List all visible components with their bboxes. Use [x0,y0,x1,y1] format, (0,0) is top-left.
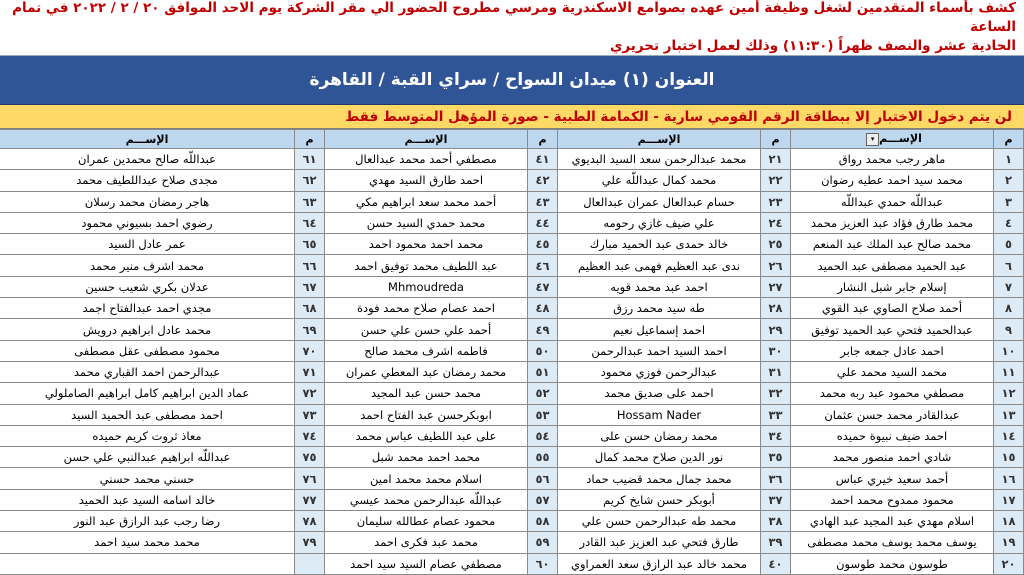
row-number: ٧٤ [295,425,325,446]
candidates-table [0,129,1024,575]
row-number: ٧٦ [295,468,325,489]
row-number: ٥٤ [528,425,558,446]
row-number: ٧ [994,276,1024,297]
row-number: ٧٧ [295,489,325,510]
row-number: ١٧ [994,489,1024,510]
row-number: ٤٢ [528,170,558,191]
row-number: ٧١ [295,361,325,382]
row-number: ٧٨ [295,511,325,532]
document-header [0,0,1024,56]
row-number: ٣ [994,191,1024,212]
row-number: ٦٨ [295,298,325,319]
candidate-name: محمد عبدالرحمن سعد السيد البديوي [558,149,761,170]
candidate-name: عبداللّه صالح محمدين عمران [0,149,295,170]
candidate-name: احمد مصطفى عبد الحميد السيد [0,404,295,425]
candidate-name: احمد عصام صلاح محمد فودة [325,298,528,319]
candidate-name: مصطفي أحمد محمد عبدالعال [325,149,528,170]
candidate-name: محمد احمد محمد شبل [325,447,528,468]
row-number: ١٨ [994,511,1024,532]
col-num-header: م [528,130,558,149]
row-number: ٤٦ [528,255,558,276]
header-line-1: كشف بأسماء المتقدمين لشغل وظيفة أمين عهده بصوامع الاسكندرية ومرسي مطروح الحضور الي مقر الشركة يوم الاحد الموافق ٢٠ / ٢ / ٢٠٢٢ في تمام الساعة [12,0,1016,35]
candidate-name: طارق فتحي عبد العزيز عبد القادر [558,532,761,553]
table-row [0,149,1024,170]
row-number: ٥٥ [528,447,558,468]
row-number: ٦١ [295,149,325,170]
candidate-name: محمد حمدي السيد حسن [325,212,528,233]
candidate-name: عبد اللطيف محمد توفيق احمد [325,255,528,276]
candidate-name: أحمد علي حسن علي حسن [325,319,528,340]
row-number: ٤ [994,212,1024,233]
candidate-name: اسلام محمد محمد امين [325,468,528,489]
candidate-name: عبداللّه ابراهيم عبدالنبي علي حسن [0,447,295,468]
candidate-name: على عبد اللطيف عباس محمد [325,425,528,446]
address-banner: العنوان (١) ميدان السواح / سراي القبة / القاهرة [0,56,1024,105]
row-number: ٦٠ [528,553,558,574]
row-number: ٨ [994,298,1024,319]
table-row [0,511,1024,532]
row-number: ٤٥ [528,234,558,255]
candidate-name: احمد طارق السيد مهدي [325,170,528,191]
row-number: ٤١ [528,149,558,170]
row-number: ٣١ [761,361,791,382]
row-number: ٧٢ [295,383,325,404]
row-number: ٣٠ [761,340,791,361]
row-number: ١٦ [994,468,1024,489]
col-name-header: الإســـم [0,130,295,149]
col-name-header: الإســـم [558,130,761,149]
candidate-name: عبداللّه حمدي عبداللّه [791,191,994,212]
table-header-row [0,130,1024,149]
candidate-name: مصطفي عصام السيد سيد احمد [325,553,528,574]
table-row [0,212,1024,233]
row-number: ٤٨ [528,298,558,319]
row-number: ٣٦ [761,468,791,489]
row-number: ٢٣ [761,191,791,212]
candidate-name: اسلام مهدي عبد المجيد عبد الهادي [791,511,994,532]
row-number: ١١ [994,361,1024,382]
row-number: ٩ [994,319,1024,340]
table-row [0,298,1024,319]
candidate-name: عماد الدين ابراهيم كامل ابراهيم الصاملولي [0,383,295,404]
row-number: ١٠ [994,340,1024,361]
table-row [0,191,1024,212]
candidate-name: Hossam Nader [558,404,761,425]
candidate-name: خالد حمدى عبد الحميد مبارك [558,234,761,255]
row-number: ٣٣ [761,404,791,425]
candidate-name: محمد طارق فؤاد عبد العزيز محمد [791,212,994,233]
table-row [0,361,1024,382]
table-row [0,276,1024,297]
candidate-name: محمود مصطفى عقل مصطفى [0,340,295,361]
candidate-name: Mhmoudreda [325,276,528,297]
candidate-name: عبدالحميد فتحي عبد الحميد توفيق [791,319,994,340]
table-row [0,489,1024,510]
candidate-name: علي ضيف غازي رحومه [558,212,761,233]
candidate-name: حسني محمد حسني [0,468,295,489]
candidate-name: عبدالقادر محمد حسن عثمان [791,404,994,425]
candidate-name: محمد جمال محمد قضيب حماد [558,468,761,489]
row-number: ٢٥ [761,234,791,255]
table-row [0,340,1024,361]
row-number: ٦٧ [295,276,325,297]
row-number: ١٤ [994,425,1024,446]
row-number: ١٥ [994,447,1024,468]
table-row [0,425,1024,446]
candidate-name: محمد احمد محمود احمد [325,234,528,255]
candidate-name: محمد رمضان عبد المعطي عمران [325,361,528,382]
row-number: ٣٧ [761,489,791,510]
candidate-name: يوسف محمد يوسف محمد مصطفى [791,532,994,553]
row-number: ٥ [994,234,1024,255]
table-row [0,404,1024,425]
candidate-name: محمد عبد فكرى احمد [325,532,528,553]
col-num-header: م [761,130,791,149]
row-number: ٢١ [761,149,791,170]
table-row [0,553,1024,574]
candidate-name: أحمد سعيد خيري عباس [791,468,994,489]
table-row [0,170,1024,191]
row-number: ٣٥ [761,447,791,468]
row-number: ١٩ [994,532,1024,553]
row-number: ٥٠ [528,340,558,361]
candidate-name: محمد خالد عبد الرازق سعد العمراوي [558,553,761,574]
row-number: ٣٩ [761,532,791,553]
row-number: ١٢ [994,383,1024,404]
candidate-name: عدلان بكري شعيب حسين [0,276,295,297]
candidate-name: احمد ضيف نبيوة حميده [791,425,994,446]
table-row [0,532,1024,553]
candidate-name: احمد السيد احمد عبدالرحمن [558,340,761,361]
row-number: ٢٧ [761,276,791,297]
candidate-name [0,553,295,574]
row-number: ١٣ [994,404,1024,425]
row-number: ٦٣ [295,191,325,212]
candidate-name: شادي احمد منصور محمد [791,447,994,468]
table-row [0,447,1024,468]
candidate-name: عبد الحميد مصطفى عبد الحميد [791,255,994,276]
candidate-name: احمد عبد محمد قويه [558,276,761,297]
filter-dropdown-icon[interactable]: ▾ [866,133,879,146]
candidate-name: ابوبكرحسن عبد الفتاح احمد [325,404,528,425]
candidate-name: محمد اشرف منير محمد [0,255,295,276]
candidate-name: أبوبكر حسن شايخ كريم [558,489,761,510]
col-name-header[interactable] [791,130,994,149]
row-number: ٦٩ [295,319,325,340]
candidate-name: ندى عبد العظيم فهمى عبد العظيم [558,255,761,276]
candidate-name: رضوي احمد بسيوني محمود [0,212,295,233]
candidate-name: مجدى صلاح عبداللطيف محمد [0,170,295,191]
candidate-name: مجدي احمد عبدالفتاح اجمد [0,298,295,319]
candidate-name: عمر عادل السيد [0,234,295,255]
candidate-name: مصطفي محمود عبد ربه محمد [791,383,994,404]
candidate-name: معاذ ثروت كريم حميده [0,425,295,446]
row-number: ٦٢ [295,170,325,191]
table-row [0,383,1024,404]
candidate-name: خالد اسامه السيد عبد الحميد [0,489,295,510]
candidate-name: طه سيد محمد رزق [558,298,761,319]
row-number: ٧٥ [295,447,325,468]
row-number: ٦٤ [295,212,325,233]
row-number: ٤٩ [528,319,558,340]
row-number [295,553,325,574]
row-number: ٥١ [528,361,558,382]
candidate-name: ماهر رجب محمد رواق [791,149,994,170]
row-number: ٥٢ [528,383,558,404]
row-number: ٢ [994,170,1024,191]
row-number: ٢٦ [761,255,791,276]
candidate-name: محمد سيد احمد عطيه رضوان [791,170,994,191]
col-name-label: الإســـم [879,132,922,146]
candidate-name: محمد كمال عبداللّه علي [558,170,761,191]
candidate-name: محمد طه عبدالرحمن حسن علي [558,511,761,532]
row-number: ٦٦ [295,255,325,276]
row-number: ٣٤ [761,425,791,446]
row-number: ٤٠ [761,553,791,574]
candidate-name: محمود عصام عطالله سليمان [325,511,528,532]
row-number: ٧٩ [295,532,325,553]
candidate-name: هاجر رمضان محمد رسلان [0,191,295,212]
candidate-name: محمد حسن عبد المجيد [325,383,528,404]
candidate-name: أحمد محمد سعد ابراهيم مكي [325,191,528,212]
header-line-2: الحادية عشر والنصف ظهراً (١١:٣٠) وذلك لعمل اختبار تحريري [610,38,1016,54]
candidate-name: رضا رجب عبد الرازق عبد النور [0,511,295,532]
candidate-name: محمد عادل ابراهيم درويش [0,319,295,340]
row-number: ٦ [994,255,1024,276]
row-number: ٧٠ [295,340,325,361]
row-number: ٥٣ [528,404,558,425]
table-body [0,149,1024,575]
row-number: ٢٤ [761,212,791,233]
row-number: ٢٨ [761,298,791,319]
candidate-name: عبدالرحمن احمد القباري محمد [0,361,295,382]
candidate-name: احمد على صديق محمد [558,383,761,404]
candidate-name: عبدالرحمن فوزي محمود [558,361,761,382]
col-name-header: الإســـم [325,130,528,149]
table-row [0,468,1024,489]
row-number: ٥٧ [528,489,558,510]
candidate-name: طوسون محمد طوسون [791,553,994,574]
row-number: ٤٧ [528,276,558,297]
candidate-name: احمد إسماعيل نعيم [558,319,761,340]
row-number: ٥٦ [528,468,558,489]
candidate-name: فاطمه اشرف محمد صالح [325,340,528,361]
candidate-name: حسام عبدالعال عمران عبدالعال [558,191,761,212]
candidate-name: إسلام جابر شبل النشار [791,276,994,297]
row-number: ٥٩ [528,532,558,553]
row-number: ٦٥ [295,234,325,255]
table-row [0,319,1024,340]
candidate-name: محمد السيد محمد علي [791,361,994,382]
notice-banner: لن يتم دخول الاختبار إلا ببطاقة الرقم القومي سارية - الكمامة الطبية - صورة المؤهل المتوسط فقط [0,105,1024,129]
candidate-name: محمد صالح عبد الملك عبد المنعم [791,234,994,255]
col-num-header: م [295,130,325,149]
candidate-name: محمد محمد سيد احمد [0,532,295,553]
row-number: ٣٢ [761,383,791,404]
row-number: ٤٤ [528,212,558,233]
candidate-name: نور الدين صلاح محمد كمال [558,447,761,468]
candidate-name: عبداللّه عبدالرحمن محمد عيسي [325,489,528,510]
table-row [0,255,1024,276]
col-num-header: م [994,130,1024,149]
row-number: ٥٨ [528,511,558,532]
row-number: ٢٢ [761,170,791,191]
table-row [0,234,1024,255]
candidate-name: احمد عادل جمعه جابر [791,340,994,361]
candidate-name: محمد رمضان حسن على [558,425,761,446]
row-number: ٧٣ [295,404,325,425]
row-number: ٤٣ [528,191,558,212]
candidate-name: أحمد صلاح الصاوي عبد القوي [791,298,994,319]
row-number: ٢٩ [761,319,791,340]
row-number: ٣٨ [761,511,791,532]
candidate-name: محمود ممدوح محمد احمد [791,489,994,510]
row-number: ٢٠ [994,553,1024,574]
row-number: ١ [994,149,1024,170]
